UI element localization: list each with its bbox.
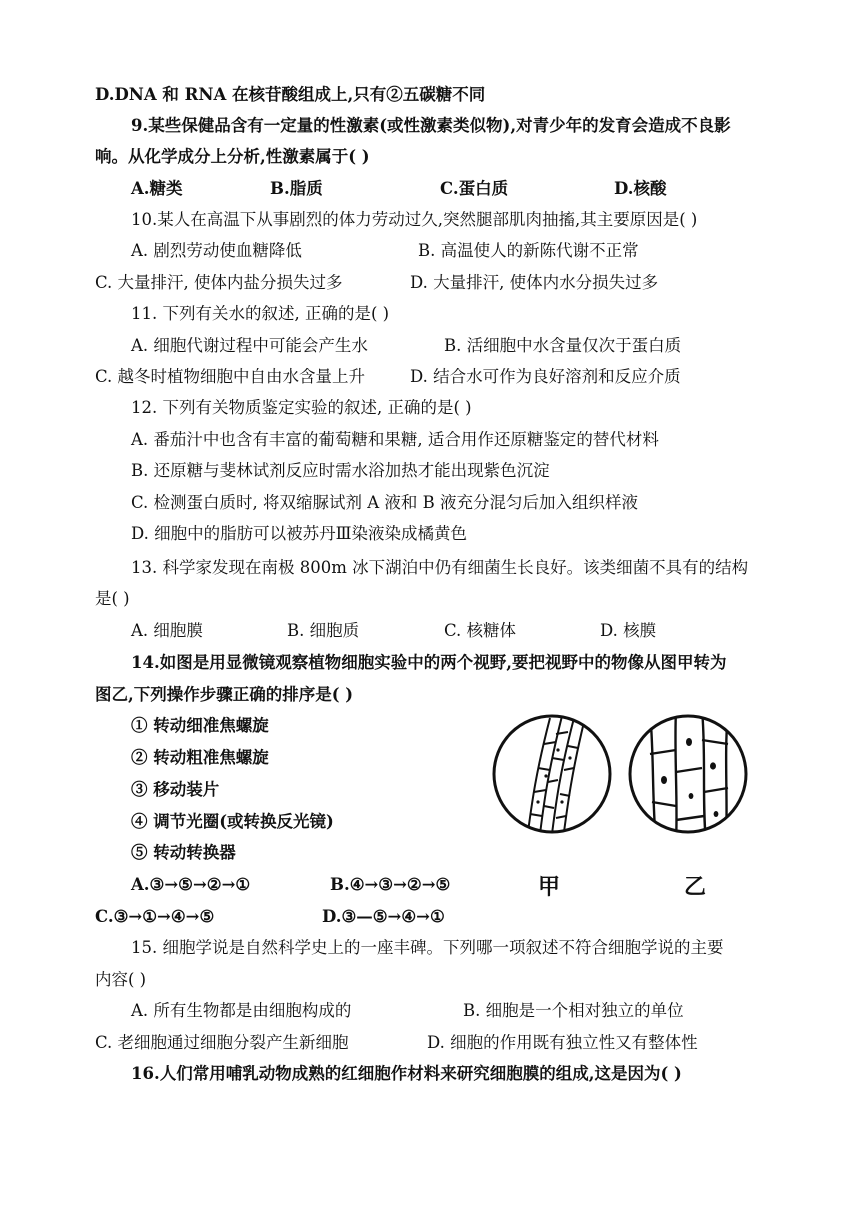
q14-stem-line1: 14.如图是用显微镜观察植物细胞实验中的两个视野,要把视野中的物像从图甲转为: [131, 653, 727, 672]
q9-stem-line2: 响。从化学成分上分析,性激素属于( ): [95, 147, 370, 166]
q14-step-5: ⑤ 转动转换器: [131, 843, 236, 862]
q15-option-d: D. 细胞的作用既有独立性又有整体性: [427, 1033, 698, 1052]
q9-option-a: A.糖类: [131, 179, 183, 198]
q14-option-c: C.③→①→④→⑤: [95, 907, 215, 926]
q13-stem-line2: 是( ): [95, 589, 130, 608]
q10-stem: 10.某人在高温下从事剧烈的体力劳动过久,突然腿部肌肉抽搐,其主要原因是( ): [131, 210, 698, 229]
q9-option-c: C.蛋白质: [440, 179, 509, 198]
q11-stem: 11. 下列有关水的叙述, 正确的是( ): [131, 304, 390, 323]
q10-option-d: D. 大量排汗, 使体内水分损失过多: [410, 273, 659, 292]
microscope-figure: [488, 702, 768, 902]
q14-step-1: ① 转动细准焦螺旋: [131, 716, 269, 735]
q14-option-d: D.③—⑤→④→①: [322, 907, 445, 926]
q10-option-a: A. 剧烈劳动使血糖降低: [131, 241, 302, 260]
q12-option-c: C. 检测蛋白质时, 将双缩脲试剂 A 液和 B 液充分混匀后加入组织样液: [131, 493, 639, 512]
label-yi: 乙: [684, 875, 707, 900]
q15-option-b: B. 细胞是一个相对独立的单位: [463, 1001, 684, 1020]
q12-option-a: A. 番茄汁中也含有丰富的葡萄糖和果糖, 适合用作还原糖鉴定的替代材料: [131, 430, 659, 449]
q11-option-a: A. 细胞代谢过程中可能会产生水: [131, 336, 368, 355]
q12-option-b: B. 还原糖与斐林试剂反应时需水浴加热才能出现紫色沉淀: [131, 461, 550, 480]
q16-stem: 16.人们常用哺乳动物成熟的红细胞作材料来研究细胞膜的组成,这是因为( ): [131, 1064, 682, 1083]
q13-option-a: A. 细胞膜: [131, 621, 203, 640]
q14-stem-line2: 图乙,下列操作步骤正确的排序是( ): [95, 685, 354, 704]
q13-stem-line1: 13. 科学家发现在南极 800m 冰下湖泊中仍有细菌生长良好。该类细菌不具有的结构: [131, 558, 749, 577]
microscope-views-drawing: [488, 702, 768, 902]
q13-option-b: B. 细胞质: [287, 621, 360, 640]
q15-stem-line2: 内容( ): [95, 970, 147, 989]
q14-step-4: ④ 调节光圈(或转换反光镜): [131, 812, 334, 831]
q9-option-b: B.脂质: [270, 179, 323, 198]
q11-option-d: D. 结合水可作为良好溶剂和反应介质: [410, 367, 681, 386]
q10-option-c: C. 大量排汗, 使体内盐分损失过多: [95, 273, 343, 292]
q13-option-c: C. 核糖体: [444, 621, 517, 640]
q9-option-d: D.核酸: [614, 179, 667, 198]
q10-option-b: B. 高温使人的新陈代谢不正常: [418, 241, 639, 260]
q12-option-d: D. 细胞中的脂肪可以被苏丹Ⅲ染液染成橘黄色: [131, 524, 468, 543]
view-yi: [630, 710, 746, 842]
label-jia: 甲: [538, 875, 561, 900]
q14-step-2: ② 转动粗准焦螺旋: [131, 748, 269, 767]
q13-option-d: D. 核膜: [600, 621, 657, 640]
q15-option-c: C. 老细胞通过细胞分裂产生新细胞: [95, 1033, 349, 1052]
q14-step-3: ③ 移动装片: [131, 780, 220, 799]
view-jia: [494, 716, 610, 834]
q8-option-d: D.DNA 和 RNA 在核苷酸组成上,只有②五碳糖不同: [95, 85, 486, 104]
q15-option-a: A. 所有生物都是由细胞构成的: [131, 1001, 352, 1020]
q15-stem-line1: 15. 细胞学说是自然科学史上的一座丰碑。下列哪一项叙述不符合细胞学说的主要: [131, 938, 724, 957]
q14-option-b: B.④→③→②→⑤: [330, 875, 451, 894]
q9-stem-line1: 9.某些保健品含有一定量的性激素(或性激素类似物),对青少年的发育会造成不良影: [131, 116, 731, 135]
q14-option-a: A.③→⑤→②→①: [131, 875, 251, 894]
q11-option-b: B. 活细胞中水含量仅次于蛋白质: [444, 336, 682, 355]
q11-option-c: C. 越冬时植物细胞中自由水含量上升: [95, 367, 366, 386]
q12-stem: 12. 下列有关物质鉴定实验的叙述, 正确的是( ): [131, 398, 472, 417]
